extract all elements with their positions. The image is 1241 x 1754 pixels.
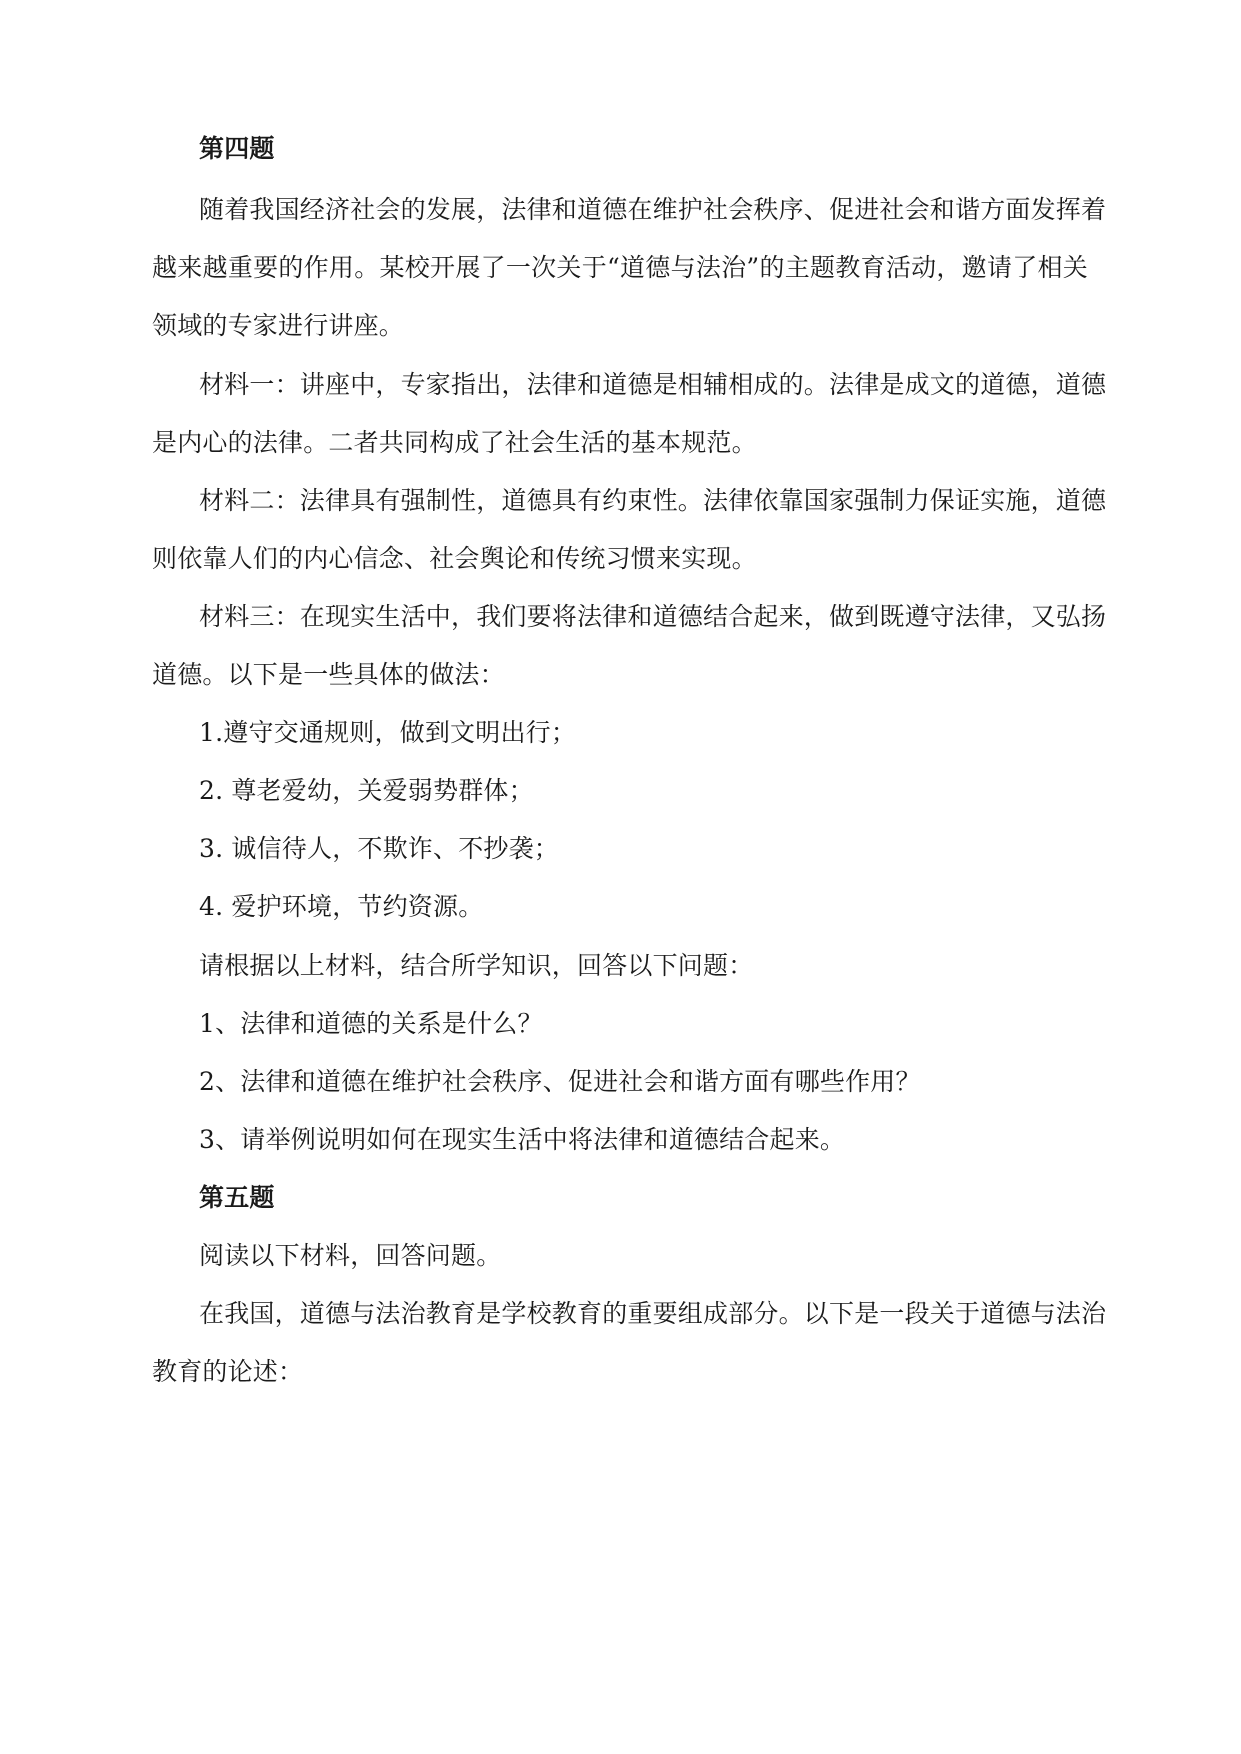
- section-4-heading: 第四题: [199, 134, 275, 163]
- section-4-intro-line-3: 领域的专家进行讲座。: [152, 311, 405, 340]
- section-5-heading: 第五题: [199, 1183, 275, 1212]
- practice-item-1: 1.遵守交通规则，做到文明出行；: [199, 718, 577, 747]
- material-2-line-1: 材料二：法律具有强制性，道德具有约束性。法律依靠国家强制力保证实施，道德: [199, 486, 1107, 515]
- material-2-line-2: 则依靠人们的内心信念、社会舆论和传统习惯来实现。: [152, 544, 757, 573]
- section-4-prompt: 请根据以上材料，结合所学知识，回答以下问题：: [199, 951, 754, 980]
- practice-item-4: 4. 爱护环境，节约资源。: [199, 892, 484, 921]
- material-1-line-1: 材料一：讲座中，专家指出，法律和道德是相辅相成的。法律是成文的道德，道德: [199, 370, 1107, 399]
- question-3: 3、请举例说明如何在现实生活中将法律和道德结合起来。: [199, 1125, 846, 1154]
- section-4-intro-line-2: 越来越重要的作用。某校开展了一次关于“道德与法治”的主题教育活动，邀请了相关: [152, 253, 1088, 282]
- material-1-line-2: 是内心的法律。二者共同构成了社会生活的基本规范。: [152, 428, 757, 457]
- practice-item-3: 3. 诚信待人，不欺诈、不抄袭；: [199, 834, 560, 863]
- section-4-intro-line-1: 随着我国经济社会的发展，法律和道德在维护社会秩序、促进社会和谐方面发挥着: [199, 195, 1107, 224]
- practice-item-2: 2. 尊老爱幼，关爱弱势群体；: [199, 776, 534, 805]
- material-3-line-2: 道德。以下是一些具体的做法：: [152, 660, 505, 689]
- section-5-intro-line-1: 在我国，道德与法治教育是学校教育的重要组成部分。以下是一段关于道德与法治: [199, 1299, 1107, 1328]
- question-2: 2、法律和道德在维护社会秩序、促进社会和谐方面有哪些作用？: [199, 1067, 921, 1096]
- section-5-intro-line-2: 教育的论述：: [152, 1357, 304, 1386]
- material-3-line-1: 材料三：在现实生活中，我们要将法律和道德结合起来，做到既遵守法律，又弘扬: [199, 602, 1107, 631]
- section-5-prompt: 阅读以下材料，回答问题。: [199, 1241, 502, 1270]
- question-1: 1、法律和道德的关系是什么？: [199, 1009, 543, 1038]
